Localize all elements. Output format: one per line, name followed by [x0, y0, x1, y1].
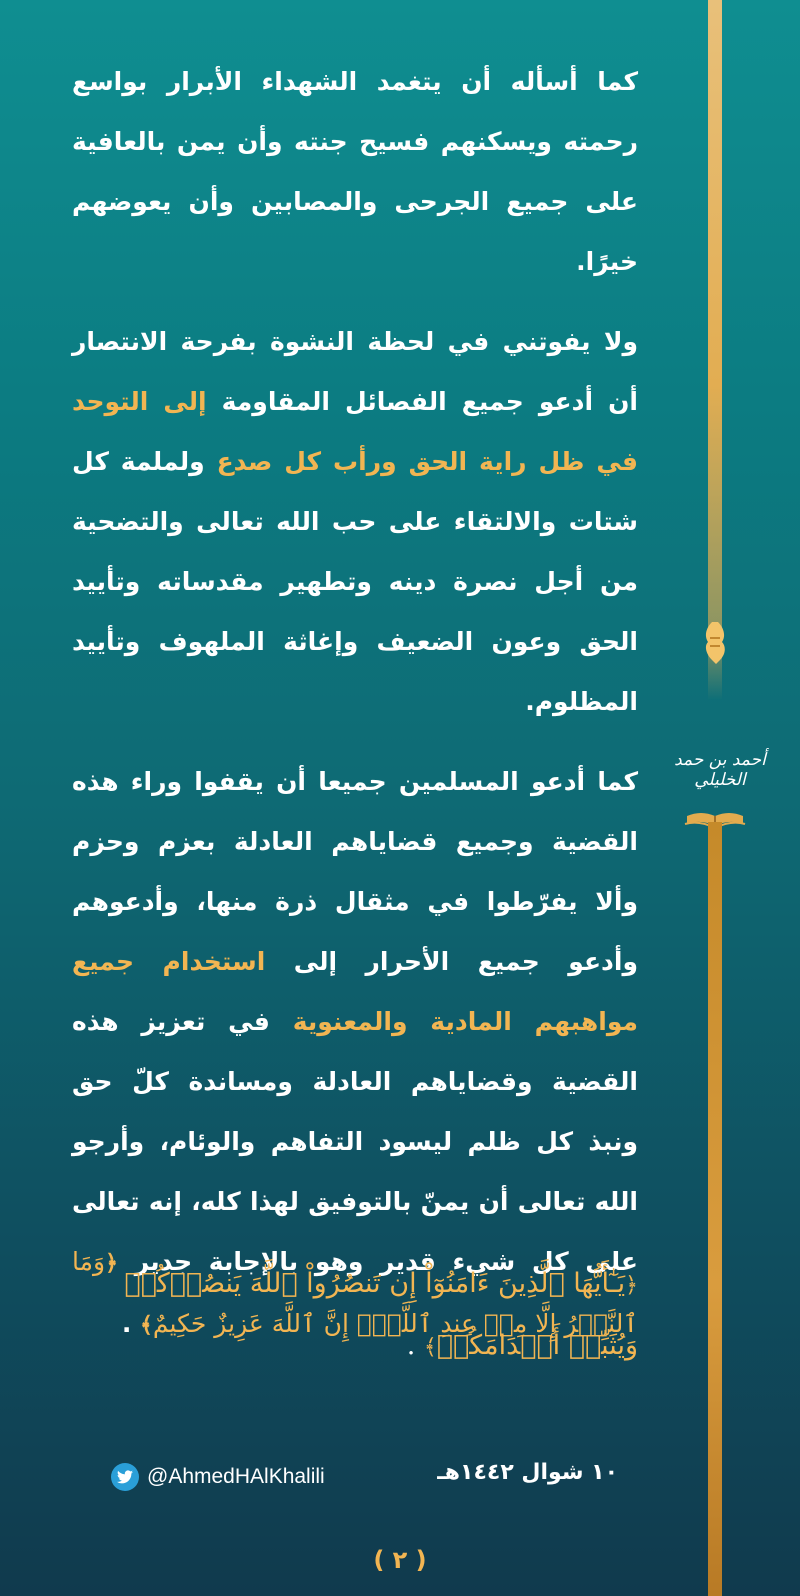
paragraph-3-highlight: استخدام جميع مواهبهم المادية والمعنوية: [72, 947, 638, 1036]
gold-line-bottom: [708, 822, 722, 1596]
ornament-open: ﴿: [625, 1273, 638, 1298]
twitter-handle[interactable]: [111, 1461, 325, 1493]
ornament-close: ﴾: [140, 1313, 153, 1338]
paragraph-1-text: كما أسأله أن يتغمد الشهداء الأبرار بواسع رحمته ويسكنهم فسيح جنته وأن يمن بالعافية على جميع الجرحى والمصابين وأن يعوضهم خيرًا.: [72, 67, 638, 276]
date: ١٠ شوال ١٤٤٢هـ: [437, 1460, 618, 1485]
signature: أحمد بن حمد الخليلي: [674, 750, 766, 790]
twitter-handle-text: @AhmedHAlKhalili: [147, 1465, 325, 1488]
paragraph-1: [72, 52, 638, 292]
verse-2-end-dot: .: [406, 1330, 416, 1361]
gold-line-top: [708, 0, 722, 700]
paragraph-2-text-c: ولملمة كل شتات والالتقاء على حب الله تعالى والتضحية من أجل نصرة دينه وتطهير مقدساته وتأييد الحق وعون الضعيف وإغاثة الملهوف وتأييد المظلوم.: [72, 447, 638, 716]
paragraph-3-text-c: في تعزيز هذه القضية وقضاياهم العادلة ومساندة كلّ حق ونبذ كل ظلم ليسود التفاهم والوئام، وأرجو الله تعالى أن يمنّ بالتوفيق لهذا كله، إنه تعالى على كل شيء قدير وهو بالإجابة جدير: [72, 1007, 638, 1276]
paragraph-3-text-a: كما أدعو المسلمين جميعا أن يقفوا وراء هذه القضية وجميع قضاياهم العادلة بعزم وحزم وألا يفرّطوا في مثقال ذرة منها، وأدعوهم وأدعو جميع الأحرار إلى: [72, 767, 638, 976]
paragraph-2-highlight: إلى التوحد في ظل راية الحق ورأب كل صدع: [72, 387, 638, 476]
twitter-icon: [111, 1463, 139, 1491]
paragraph-2: [72, 312, 638, 732]
quran-verse-2: يَـٰٓأَيُّهَا ٱلَّذِينَ ءَامَنُوٓاْ إِن تَنصُرُواْ ٱللَّهَ يَنصُرۡكُمۡ وَيُثَبِّتۡ أَقۡدَامَكُمۡ: [124, 1268, 638, 1361]
hands-clasp-icon: [700, 620, 730, 666]
paragraph-2-text-a: ولا يفوتني في لحظة النشوة بفرحة الانتصار أن أدعو جميع الفصائل المقاومة: [72, 327, 638, 416]
quran-verse-1: وَمَا ٱلنَّصۡرُ إِلَّا مِنۡ عِندِ ٱللَّهِۚ إِنَّ ٱللَّهَ عَزِيزٌ حَكِيمٌ: [72, 1247, 638, 1338]
ornament-open: ﴿: [105, 1251, 118, 1276]
quran-verse-2-block: [72, 1254, 638, 1378]
verse-1-end-dot: .: [121, 1309, 132, 1338]
page-number: ( ٢ ): [373, 1546, 427, 1574]
ornament-close: ﴾: [423, 1335, 437, 1360]
main-text: [72, 52, 638, 1376]
